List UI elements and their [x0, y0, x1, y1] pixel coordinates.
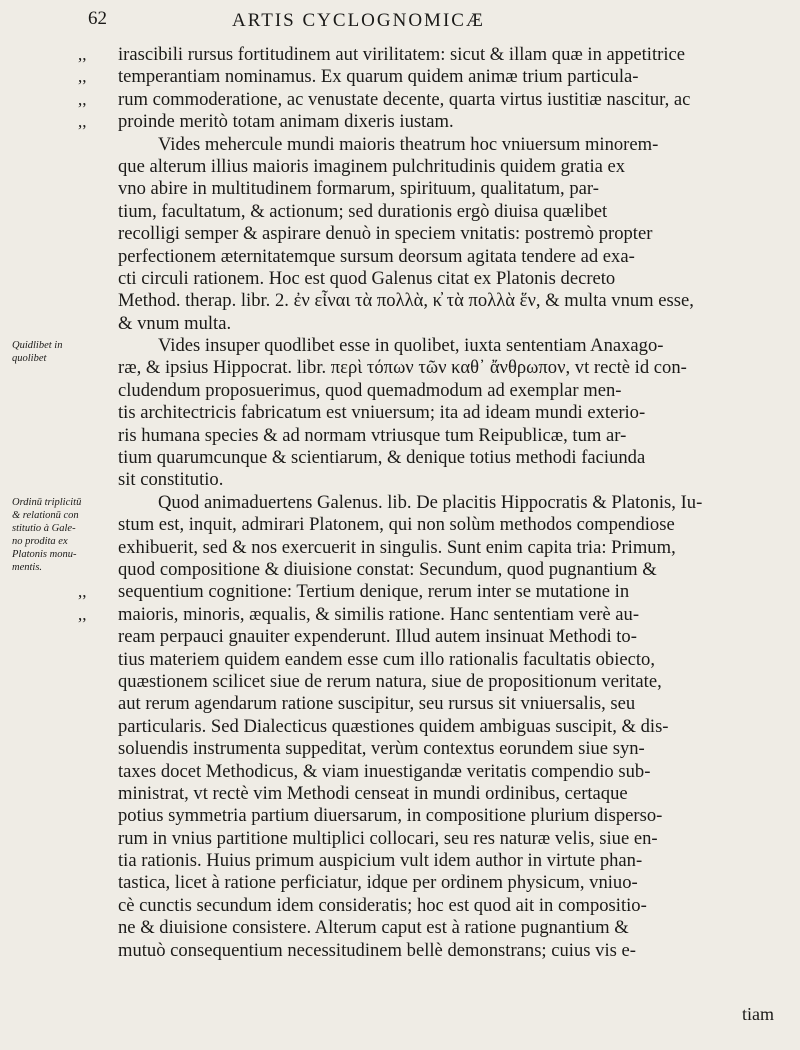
- line-text: temperantiam nominamus. Ex quarum quidem animæ trium particula-: [118, 66, 639, 88]
- text-line: [78, 917, 786, 939]
- text-line: [78, 895, 786, 917]
- line-text: & vnum multa.: [118, 312, 232, 334]
- text-line: [78, 716, 786, 738]
- text-line: [78, 469, 786, 491]
- quotation-mark: ,,: [78, 582, 87, 602]
- line-text: quod compositione & diuisione constat: Secundum, quod pugnantium &: [118, 558, 657, 580]
- line-text: stum est, inquit, admirari Platonem, qui non solùm methodos compendiose: [118, 514, 675, 536]
- line-text: cludendum proposuerimus, quod quemadmodum ad exemplar men-: [118, 379, 622, 401]
- line-text: taxes docet Methodicus, & viam inuestigandæ veritatis compendio sub-: [118, 760, 651, 782]
- text-line: [78, 559, 786, 581]
- text-line: [78, 111, 786, 133]
- text-line: [78, 178, 786, 200]
- quotation-mark: ,,: [78, 89, 87, 109]
- text-line: [78, 447, 786, 469]
- line-text: rum in vnius partitione multiplici collocari, seu res naturæ velis, siue en-: [118, 827, 658, 849]
- text-line: [78, 492, 786, 514]
- text-line: [78, 156, 786, 178]
- text-line: [78, 940, 786, 962]
- line-text: perfectionem æternitatemque sursum deorsum agitata tendere ad exa-: [118, 245, 635, 267]
- text-line: [78, 514, 786, 536]
- text-line: [78, 850, 786, 872]
- line-text: Method. therap. libr. 2. ἐν εἶναι τὰ πολλὰ, κ̓ τὰ πολλὰ ἕν, & multa vnum esse,: [118, 290, 694, 312]
- line-text: sequentium cognitione: Tertium denique, rerum inter se mutatione in: [118, 581, 630, 603]
- text-line: [78, 89, 786, 111]
- text-line: [78, 402, 786, 424]
- text-line: [78, 134, 786, 156]
- text-line: [78, 761, 786, 783]
- line-text: ne & diuisione consistere. Alterum caput est à ratione pugnantium &: [118, 917, 629, 939]
- text-line: [78, 268, 786, 290]
- line-text: cti circuli rationem. Hoc est quod Galenus citat ex Platonis decreto: [118, 267, 616, 289]
- text-line: [78, 604, 786, 626]
- text-line: [78, 357, 786, 379]
- quotation-mark: ,,: [78, 67, 87, 87]
- quotation-mark: ,,: [78, 45, 87, 64]
- text-line: [78, 828, 786, 850]
- text-line: [78, 581, 786, 603]
- line-text: irascibili rursus fortitudinem aut virilitatem: sicut & illam quæ in appetitrice: [118, 44, 685, 65]
- line-text: recolligi semper & aspirare denuò in speciem vnitatis: postremò propter: [118, 223, 653, 245]
- line-text: rum commoderatione, ac venustate decente, quarta virtus iustitiæ nascitur, ac: [118, 88, 691, 110]
- line-text: tastica, licet à ratione perficiatur, idque per ordinem physicum, vniuo-: [118, 872, 638, 894]
- body-text: [78, 44, 786, 962]
- line-text: Vides insuper quodlibet esse in quolibet, iuxta sententiam Anaxago-: [158, 335, 664, 357]
- line-text: tius materiem quidem eandem esse cum illo rationalis facultatis obiecto,: [118, 648, 655, 670]
- text-line: [78, 201, 786, 223]
- line-text: proinde meritò totam animam dixeris iustam.: [118, 111, 454, 133]
- line-text: ream perpauci gnauiter expenderunt. Illud autem insinuat Methodi to-: [118, 626, 637, 648]
- margin-note: Quidlibet in quolibet: [12, 340, 63, 365]
- line-text: ministrat, vt rectè vim Methodi censeat in mundi ordinibus, certaque: [118, 782, 628, 804]
- line-text: ræ, & ipsius Hippocrat. libr. περὶ τόπων τῶν καθ᾽ ἄνθρωπον, vt rectè id con-: [118, 357, 687, 379]
- line-text: potius symmetria partium diuersarum, in compositione plurium disperso-: [118, 805, 663, 827]
- line-text: tia rationis. Huius primum auspicium vult idem author in virtute phan-: [118, 850, 643, 872]
- text-line: [78, 649, 786, 671]
- running-head: ARTIS CYCLOGNOMICÆ: [232, 10, 485, 31]
- line-text: exhibuerit, sed & nos exercuerit in singulis. Sunt enim capita tria: Primum,: [118, 536, 676, 558]
- line-text: tium quarumcunque & scientiarum, & denique totius methodi faciunda: [118, 447, 646, 469]
- text-line: [78, 246, 786, 268]
- line-text: cè cunctis secundum idem consideratis; hoc est quod ait in compositio-: [118, 894, 647, 916]
- line-text: que alterum illius maioris imaginem pulchritudinis quidem gratia ex: [118, 155, 626, 177]
- line-text: aut rerum agendarum ratione suscipitur, seu rursus sit vniuersalis, seu: [118, 693, 636, 715]
- line-text: ris humana species & ad normam vtriusque tum Reipublicæ, tum ar-: [118, 424, 627, 446]
- text-line: [78, 872, 786, 894]
- text-line: [78, 783, 786, 805]
- text-line: [78, 335, 786, 357]
- text-line: [78, 805, 786, 827]
- line-text: soluendis instrumenta suppeditat, verùm contextus eorundem siue syn-: [118, 738, 645, 760]
- line-text: vno abire in multitudinem formarum, spirituum, qualitatum, par-: [118, 178, 599, 200]
- page-number: 62: [88, 8, 107, 29]
- text-line: [78, 626, 786, 648]
- line-text: quæstionem scilicet siue de rerum natura, siue de propositionum veritate,: [118, 670, 662, 692]
- line-text: sit constitutio.: [118, 469, 224, 491]
- line-text: Quod animaduertens Galenus. lib. De placitis Hippocratis & Platonis, Iu-: [158, 491, 703, 513]
- line-text: tis architectricis fabricatum est vniuersum; ita ad ideam mundi exterio-: [118, 402, 646, 424]
- margin-note: Ordinū triplicitū & relationū con stitutio à Gale- no prodita ex Platonis monu- mentis.: [12, 497, 82, 573]
- text-line: [78, 44, 786, 66]
- text-line: [78, 537, 786, 559]
- text-line: [78, 738, 786, 760]
- text-line: [78, 313, 786, 335]
- text-line: [78, 290, 786, 312]
- text-line: [78, 66, 786, 88]
- line-text: Vides mehercule mundi maioris theatrum hoc vniuersum minorem-: [158, 133, 659, 155]
- text-line: [78, 425, 786, 447]
- quotation-mark: ,,: [78, 112, 87, 132]
- text-line: [78, 693, 786, 715]
- quotation-mark: ,,: [78, 604, 87, 624]
- text-line: [78, 380, 786, 402]
- line-text: tium, facultatum, & actionum; sed durationis ergò diuisa quælibet: [118, 200, 608, 222]
- line-text: maioris, minoris, æqualis, & similis ratione. Hanc sententiam verè au-: [118, 603, 640, 625]
- text-line: [78, 223, 786, 245]
- line-text: mutuò consequentium necessitudinem bellè demonstrans; cuius vis e-: [118, 939, 636, 961]
- line-text: particularis. Sed Dialecticus quæstiones quidem ambiguas suscipit, & dis-: [118, 715, 669, 737]
- text-line: [78, 671, 786, 693]
- catchword: tiam: [742, 1004, 774, 1024]
